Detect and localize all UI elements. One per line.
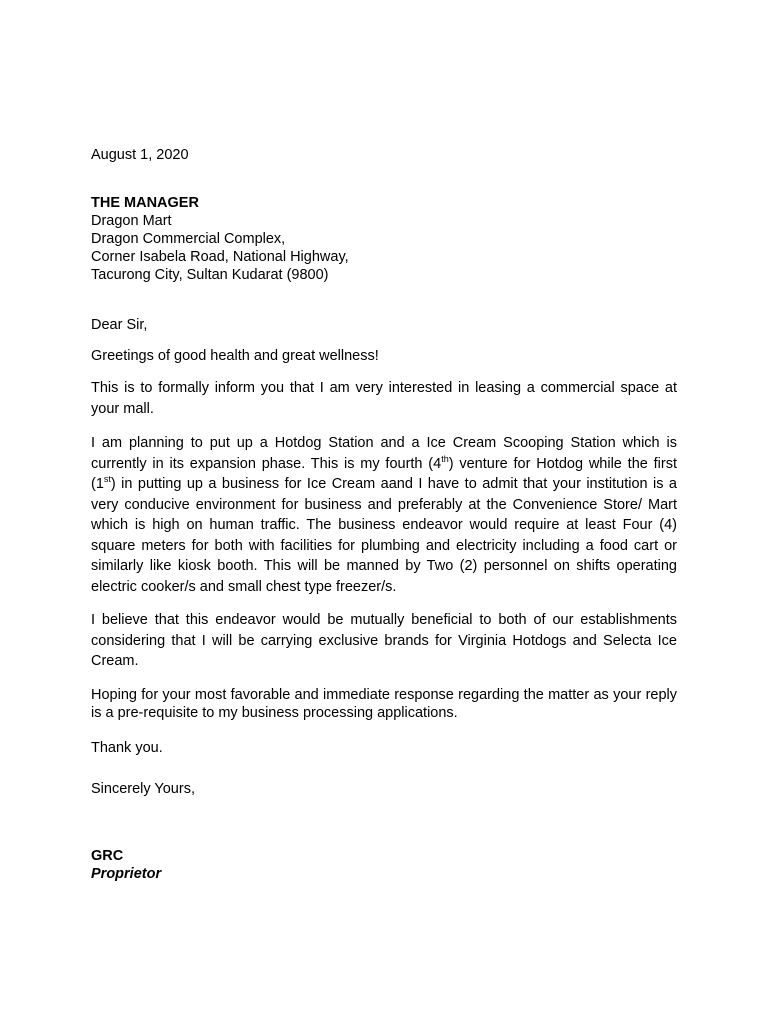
paragraph-3-text: I believe that this endeavor would be mutually beneficial to both of our establishments considering that I will be carrying exclusive brands for Virginia Hotdogs and Selecta Ice Cream. (91, 612, 677, 669)
paragraph-2-part-1: I am planning to put up a Hotdog Station and a Ice Cream Scooping Station which is currently in its expansion phase. This is my fourth (4 (91, 435, 677, 472)
paragraph-2 (91, 433, 677, 597)
superscript-th: th (441, 453, 449, 464)
recipient-address-line-2: Corner Isabela Road, National Highway, (91, 249, 349, 265)
paragraph-1-text: This is to formally inform you that I am very interested in leasing a commercial space at your mall. (91, 380, 677, 417)
greeting: Greetings of good health and great wellness! (91, 348, 379, 364)
recipient-address-line-3: Tacurong City, Sultan Kudarat (9800) (91, 267, 329, 283)
paragraph-1 (91, 378, 677, 419)
paragraph-2-part-3: ) in putting up a business for Ice Cream aand I have to admit that your institution is a very conducive environment for business and preferably at the Convenience Store/ Mart which is high on human traffic. The business endeavor would require at least Four (4) square meters for both with facilities for plumbing and electricity including a food cart or similarly like kiosk booth. This will be manned by Two (2) personnel on shifts operating electric cooker/s and small chest type freezer/s. (91, 476, 677, 595)
letter-date: August 1, 2020 (91, 147, 189, 163)
salutation: Dear Sir, (91, 317, 148, 333)
paragraph-2-text (91, 433, 677, 597)
recipient-company: Dragon Mart (91, 213, 172, 229)
recipient-title: THE MANAGER (91, 195, 199, 211)
paragraph-4-text: Hoping for your most favorable and immediate response regarding the matter as your reply is a pre-requisite to my business processing applications. (91, 687, 677, 721)
paragraph-2-part-2: ) venture for Hotdog while the first (1 (91, 455, 677, 492)
signatory-title: Proprietor (91, 866, 162, 882)
recipient-address-line-1: Dragon Commercial Complex, (91, 231, 286, 247)
superscript-st: st (103, 474, 111, 485)
signatory-name: GRC (91, 848, 124, 864)
paragraph-4 (91, 686, 677, 722)
thanks: Thank you. (91, 740, 163, 756)
closing: Sincerely Yours, (91, 781, 195, 797)
paragraph-3 (91, 610, 677, 672)
